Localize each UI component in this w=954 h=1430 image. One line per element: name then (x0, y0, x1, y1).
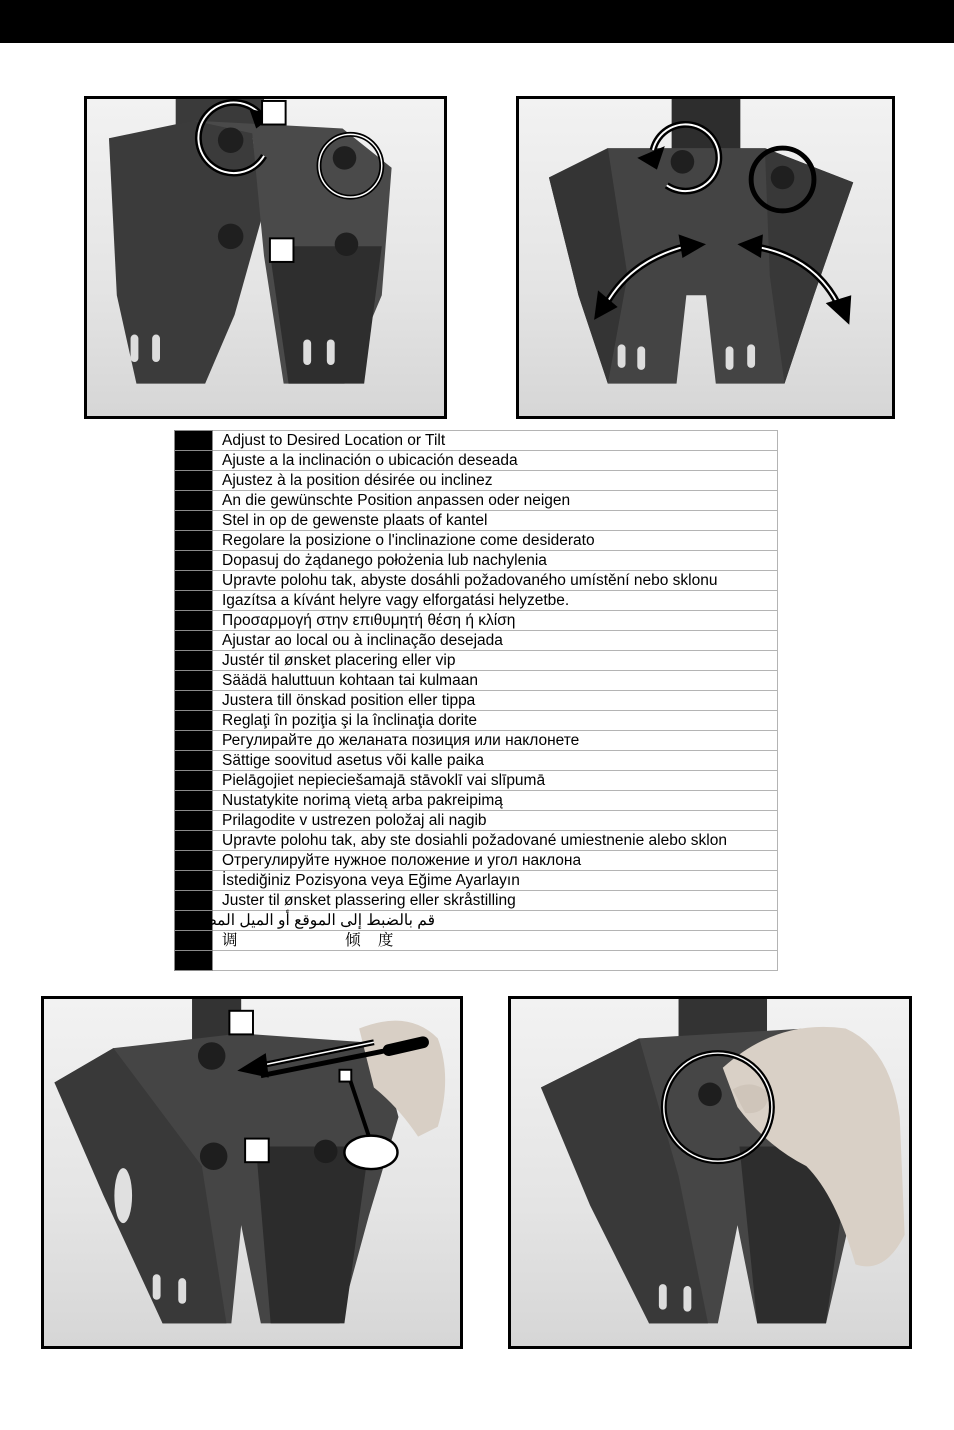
language-code-cell (175, 711, 213, 731)
language-code-cell (175, 691, 213, 711)
label-box-icon (229, 1011, 253, 1035)
table-row (175, 711, 778, 731)
language-code-cell (175, 871, 213, 891)
instruction-text: Adjust to Desired Location or Tilt (213, 431, 778, 451)
table-row (175, 891, 778, 911)
instruction-text: Prilagodite v ustrezen položaj ali nagib (213, 811, 778, 831)
callout-oval-icon (344, 1136, 397, 1169)
language-code-cell (175, 431, 213, 451)
language-code-cell (175, 771, 213, 791)
bracket-illustration-1 (87, 99, 444, 416)
photo-step-4 (508, 996, 912, 1349)
header-bar (0, 0, 954, 43)
photo-step-1 (84, 96, 447, 419)
language-code-cell (175, 631, 213, 651)
table-row (175, 871, 778, 891)
language-code-cell (175, 791, 213, 811)
table-row (175, 791, 778, 811)
language-code-cell (175, 851, 213, 871)
table-row (175, 951, 778, 971)
table-row (175, 751, 778, 771)
language-code-cell (175, 451, 213, 471)
instruction-text: Регулирайте до желаната позиция или наклонете (213, 731, 778, 751)
instruction-text: Sättige soovitud asetus või kalle paika (213, 751, 778, 771)
instruction-text: Säädä haluttuun kohtaan tai kulmaan (213, 671, 778, 691)
language-code-cell (175, 651, 213, 671)
language-code-cell (175, 551, 213, 571)
instruction-text: قم بالضبط إلى الموقع أو الميل المطلوب (213, 911, 778, 931)
instruction-text: Juster til ønsket plassering eller skråstilling (213, 891, 778, 911)
language-code-cell (175, 831, 213, 851)
table-row (175, 531, 778, 551)
instruction-text: Nustatykite norimą vietą arba pakreipimą (213, 791, 778, 811)
instruction-text: Stel in op de gewenste plaats of kantel (213, 511, 778, 531)
instruction-text: Igazítsa a kívánt helyre vagy elforgatási helyzetbe. (213, 591, 778, 611)
label-box-icon (245, 1139, 269, 1163)
photo-step-2 (516, 96, 895, 419)
language-code-cell (175, 671, 213, 691)
instruction-text: 调 倾 度 (213, 931, 778, 951)
table-row (175, 431, 778, 451)
instruction-text: Ajuste a la inclinación o ubicación deseada (213, 451, 778, 471)
instruction-text: Προσαρμογή στην επιθυμητή θέση ή κλίση (213, 611, 778, 631)
language-code-cell (175, 491, 213, 511)
language-code-cell (175, 731, 213, 751)
table-row (175, 511, 778, 531)
language-code-cell (175, 511, 213, 531)
instruction-text: Dopasuj do żądanego położenia lub nachylenia (213, 551, 778, 571)
instruction-text: Reglaţi în poziţia şi la înclinaţia dorite (213, 711, 778, 731)
table-row (175, 671, 778, 691)
instruction-text: Upravte polohu tak, aby ste dosiahli požadované umiestnenie alebo sklon (213, 831, 778, 851)
instruction-text: An die gewünschte Position anpassen oder neigen (213, 491, 778, 511)
language-code-cell (175, 951, 213, 971)
table-row (175, 931, 778, 951)
bracket-illustration-3 (44, 999, 460, 1346)
language-code-cell (175, 471, 213, 491)
language-code-cell (175, 751, 213, 771)
label-box-icon (262, 101, 286, 125)
table-row (175, 731, 778, 751)
instruction-text: Regolare la posizione o l'inclinazione come desiderato (213, 531, 778, 551)
language-code-cell (175, 611, 213, 631)
label-box-icon (270, 238, 294, 262)
instruction-text: İstediğiniz Pozisyona veya Eğime Ayarlayın (213, 871, 778, 891)
language-code-cell (175, 931, 213, 951)
table-row (175, 771, 778, 791)
instruction-text: Justér til ønsket placering eller vip (213, 651, 778, 671)
language-code-cell (175, 591, 213, 611)
instruction-text: Justera till önskad position eller tippa (213, 691, 778, 711)
table-row (175, 551, 778, 571)
table-row (175, 591, 778, 611)
bracket-illustration-2 (519, 99, 892, 416)
instruction-text: Ajustar ao local ou à inclinação desejada (213, 631, 778, 651)
instruction-text: Upravte polohu tak, abyste dosáhli požadovaného umístění nebo sklonu (213, 571, 778, 591)
instruction-text: Отрегулируйте нужное положение и угол наклона (213, 851, 778, 871)
table-row (175, 811, 778, 831)
table-row (175, 831, 778, 851)
language-code-cell (175, 891, 213, 911)
table-row (175, 631, 778, 651)
language-code-cell (175, 531, 213, 551)
instruction-table (174, 430, 778, 971)
table-row (175, 691, 778, 711)
table-row (175, 451, 778, 471)
photo-step-3 (41, 996, 463, 1349)
table-row (175, 911, 778, 931)
table-row (175, 571, 778, 591)
instruction-text: Pielāgojiet nepieciešamajā stāvoklī vai slīpumā (213, 771, 778, 791)
table-row (175, 471, 778, 491)
instruction-text (213, 951, 778, 971)
table-row (175, 611, 778, 631)
bracket-illustration-4 (511, 999, 909, 1346)
language-code-cell (175, 571, 213, 591)
instruction-text: Ajustez à la position désirée ou inclinez (213, 471, 778, 491)
table-row (175, 491, 778, 511)
language-code-cell (175, 811, 213, 831)
table-row (175, 851, 778, 871)
table-row (175, 651, 778, 671)
